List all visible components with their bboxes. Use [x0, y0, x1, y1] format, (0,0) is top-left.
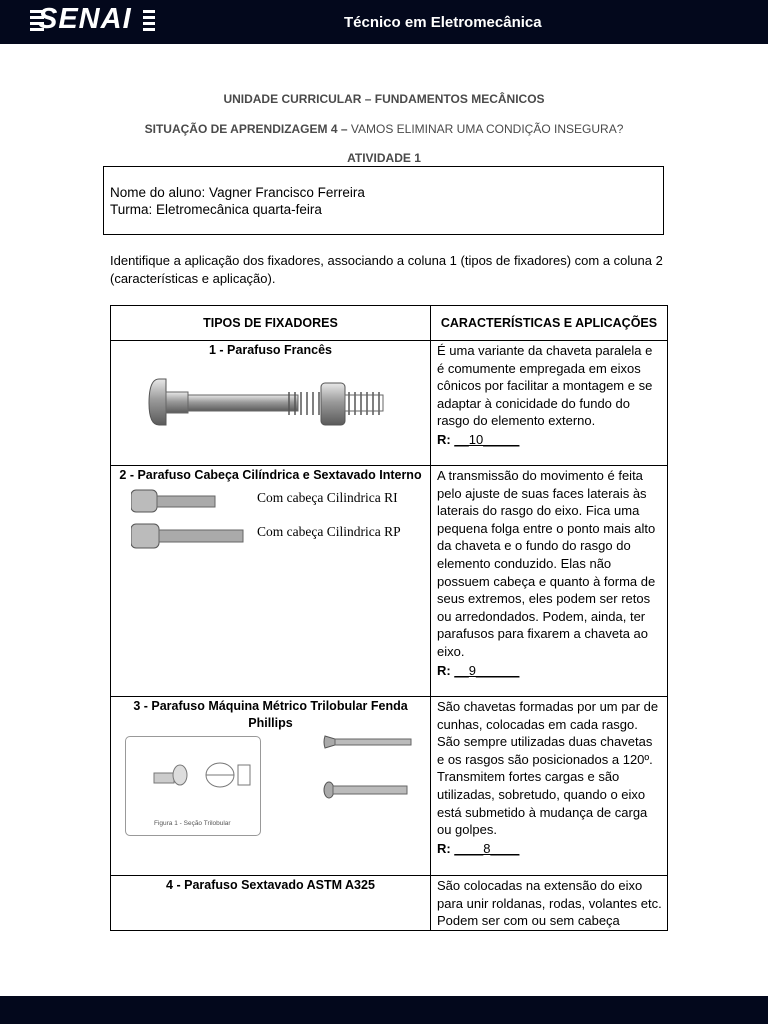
socket-screws-figure [111, 484, 430, 554]
answer-label-2: R: [436, 662, 451, 678]
table-row [111, 697, 668, 876]
answer-label-1: R: [436, 431, 451, 447]
answer-value-1: __10_____ [454, 431, 520, 447]
fasteners-table [110, 305, 668, 931]
student-name: Nome do aluno: Vagner Francisco Ferreira [110, 185, 365, 200]
table-row [111, 466, 668, 697]
desc-text-4: São colocadas na extensão do eixo para unir roldanas, rodas, volantes etc. Podem ser com ou sem cabeça [436, 878, 662, 929]
tipo-cell-2 [111, 466, 431, 697]
table-row [111, 341, 668, 466]
table-row [111, 876, 668, 931]
answer-label-3: R: [436, 840, 451, 856]
carriage-bolt-image [111, 359, 429, 439]
answer-2 [431, 661, 667, 680]
tipo-cell-3 [111, 697, 431, 876]
desc-cell-1 [430, 341, 667, 466]
desc-text-2: A transmissão do movimento é feita pelo ajuste de suas faces laterais às laterais do rasgo do eixo. Fica uma pequena folga entre o ponto mais alto da chaveta e o fundo do rasgo do elemento conduzido. Elas não possuem cabeça e quanto à forma de seus extremos, eles podem ser retos ou arredondados. Podem, ainda, ter parafusos para fixarem a chaveta ao eixo. [436, 468, 656, 659]
situacao-aprendizagem [0, 122, 768, 136]
logo-stripes-right-icon [143, 10, 155, 32]
atividade-title: ATIVIDADE 1 [347, 151, 421, 165]
top-banner [0, 0, 768, 44]
desc-cell-4 [430, 876, 667, 931]
answer-value-2: __9______ [454, 662, 520, 678]
caption-rp: Com cabeça Cilindrica RP [257, 524, 401, 539]
student-class: Turma: Eletromecânica quarta-feira [110, 202, 322, 217]
desc-text-1: É uma variante da chaveta paralela e é comumente empregada em eixos cônicos por facilitar a montagem e se adaptar à conicidade do fundo do rasgo do elemento externo. [436, 343, 653, 429]
student-info-box [103, 166, 664, 235]
table-header-row [111, 306, 668, 341]
trilobular-section-icon [126, 737, 260, 817]
instruction-text: Identifique a aplicação dos fixadores, associando a coluna 1 (tipos de fixadores) com a coluna 2 (características e aplicação). [110, 253, 663, 286]
header-tipos: TIPOS DE FIXADORES [111, 306, 431, 341]
situacao-bold: SITUAÇÃO DE APRENDIZAGEM 4 – [144, 122, 348, 136]
answer-value-3: ____8____ [454, 840, 520, 856]
desc-cell-3 [430, 697, 667, 876]
trilobular-figure [111, 732, 430, 838]
tipo-title-4: 4 - Parafuso Sextavado ASTM A325 [166, 878, 375, 892]
course-title: Técnico em Eletromecânica [344, 14, 542, 31]
tipo-title-1: 1 - Parafuso Francês [209, 343, 332, 357]
answer-3 [431, 839, 667, 858]
phillips-screw-icon [323, 734, 417, 806]
desc-cell-2 [430, 466, 667, 697]
tipo-title-3: 3 - Parafuso Máquina Métrico Trilobular Fenda Phillips [133, 699, 408, 730]
tipo-title-2: 2 - Parafuso Cabeça Cilíndrica e Sextavado Interno [119, 468, 422, 482]
figure-box [125, 736, 261, 836]
header-caracteristicas: CARACTERÍSTICAS E APLICAÇÕES [430, 306, 667, 341]
caption-ri: Com cabeça Cilindrica RI [257, 490, 398, 505]
answer-1 [431, 430, 667, 449]
unidade-curricular: UNIDADE CURRICULAR – FUNDAMENTOS MECÂNICOS [223, 92, 545, 106]
tipo-cell-4 [111, 876, 431, 931]
situacao-rest: VAMOS ELIMINAR UMA CONDIÇÃO INSEGURA? [347, 122, 624, 136]
bottom-banner [0, 996, 768, 1024]
logo-text: SENAI [38, 3, 132, 35]
tipo-cell-1 [111, 341, 431, 466]
figure-caption: Figura 1 - Seção Trilobular [154, 820, 231, 827]
desc-text-3: São chavetas formadas por um par de cunhas, colocadas em cada rasgo. São sempre utilizadas duas chavetas e os rasgos são posicionados a 120º. Transmitem fortes cargas e são utilizadas, sobretudo, quando o eixo está submetido à mudança de carga ou golpes. [436, 699, 659, 838]
socket-screw-icon [131, 488, 251, 552]
